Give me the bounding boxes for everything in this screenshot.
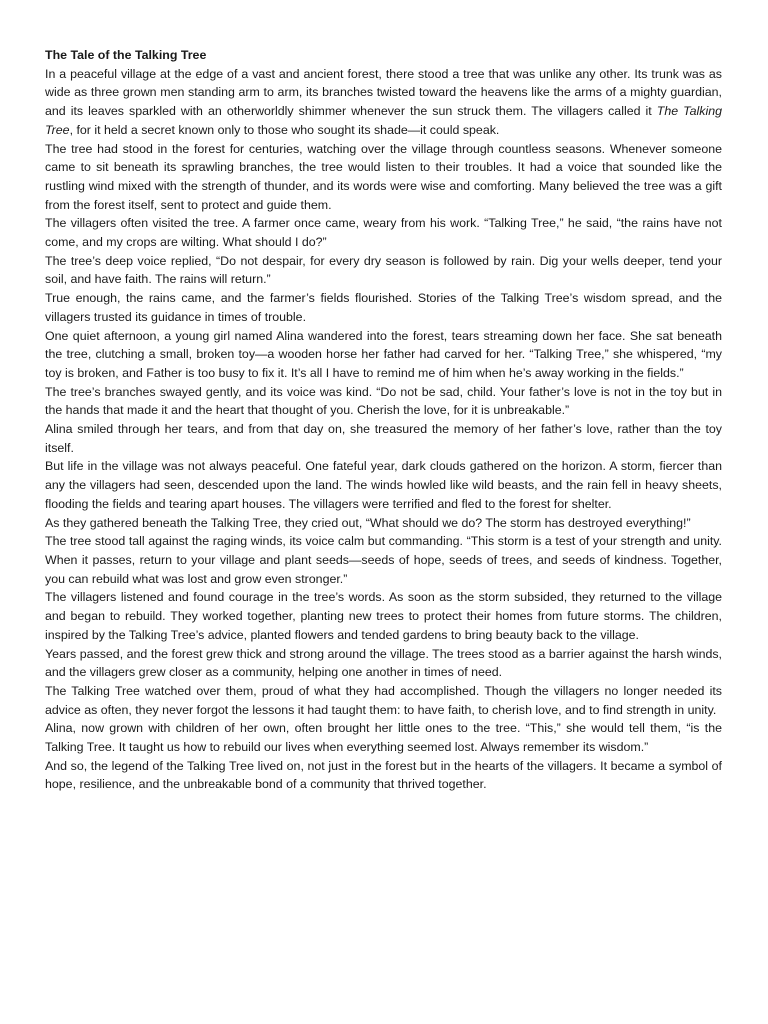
paragraph-5: True enough, the rains came, and the farmer’s fields flourished. Stories of the Talking Tree’s wisdom spread, and the villagers trusted its guidance in times of trouble. — [45, 291, 722, 324]
paragraph-7: The tree’s branches swayed gently, and its voice was kind. “Do not be sad, child. Your father’s love is not in the toy but in the hands that made it and the heart that thought of you. Cherish the love, for it is unbreakable.” — [45, 384, 722, 418]
paragraph-16: And so, the legend of the Talking Tree lived on, not just in the forest but in the hearts of the villagers. It became a symbol of hope, resilience, and the unbreakable bond of a community that thrived together. — [45, 758, 722, 792]
paragraph-15: Alina, now grown with children of her own, often brought her little ones to the tree. “This,” she would tell them, “is the Talking Tree. It taught us how to rebuild our lives when everything seemed lost. Always remember its wisdom.” — [45, 721, 722, 755]
paragraph-4: The tree’s deep voice replied, “Do not despair, for every dry season is followed by rain. Dig your wells deeper, tend your soil, and have faith. The rains will return.” — [45, 253, 722, 287]
paragraph-1-text-start: In a peaceful village at the edge of a vast and ancient forest, there stood a tree that was unlike any other. Its trunk was as wide as three grown men standing arm to arm, its branches twisted toward the heavens like the arms of a mighty guardian, and its leaves sparkled with an otherworldly shimmer whenever the sun struck them. The villagers called it — [45, 66, 722, 119]
paragraph-9: But life in the village was not always peaceful. One fateful year, dark clouds gathered on the horizon. A storm, fiercer than any the villagers had seen, descended upon the land. The winds howled like wild beasts, and the rain fell in heavy sheets, flooding the fields and tearing apart houses. The villagers were terrified and fled to the forest for shelter. — [45, 459, 722, 511]
paragraph-12: The villagers listened and found courage in the tree’s words. As soon as the storm subsided, they returned to the village and began to rebuild. They worked together, planting new trees to protect their homes from future storms. The children, inspired by the Talking Tree’s advice, planted flowers and tended gardens to bring beauty back to the village. — [45, 590, 722, 642]
paragraph-2: The tree had stood in the forest for centuries, watching over the village through countless seasons. Whenever someone came to sit beneath its sprawling branches, the tree would listen to their troubles. It had a voice that sounded like the rustling wind mixed with the strength of thunder, and its words were wise and comforting. Many believed the tree was a gift from the forest itself, sent to protect and guide them. — [45, 141, 722, 212]
document-page — [45, 46, 722, 794]
paragraph-6: One quiet afternoon, a young girl named Alina wandered into the forest, tears streaming down her face. She sat beneath the tree, clutching a small, broken toy—a wooden horse her father had carved for her. “Talking Tree,” she whispered, “my toy is broken, and Father is too busy to fix it. It’s all I have to remind me of him when he’s away working in the fields.” — [45, 328, 722, 380]
italic-tree-name: The Talking Tree — [45, 104, 722, 137]
paragraph-11: The tree stood tall against the raging winds, its voice calm but commanding. “This storm is a test of your strength and unity. When it passes, return to your village and plant seeds—seeds of hope, seeds of trees, and seeds of kindness. Together, you can rebuild what was lost and grow even stronger.” — [45, 534, 722, 586]
paragraph-3: The villagers often visited the tree. A farmer once came, weary from his work. “Talking Tree,” he said, “the rains have not come, and my crops are wilting. What should I do?” — [45, 216, 722, 250]
paragraph-1-text-end: , for it held a secret known only to those who sought its shade—it could speak. — [69, 122, 500, 137]
paragraph-14: The Talking Tree watched over them, proud of what they had accomplished. Though the villagers no longer needed its advice as often, they never forgot the lessons it had taught them: to have faith, to cherish love, and to find strength in unity. — [45, 683, 722, 717]
paragraph-10: As they gathered beneath the Talking Tree, they cried out, “What should we do? The storm has destroyed everything!” — [45, 515, 691, 530]
paragraph-1 — [45, 65, 722, 140]
paragraph-8: Alina smiled through her tears, and from that day on, she treasured the memory of her father’s love, rather than the toy itself. — [45, 422, 722, 455]
paragraph-13: Years passed, and the forest grew thick and strong around the village. The trees stood as a barrier against the harsh winds, and the villagers grew closer as a community, helping one another in times of need. — [45, 646, 722, 680]
document-title: The Tale of the Talking Tree — [45, 48, 207, 62]
